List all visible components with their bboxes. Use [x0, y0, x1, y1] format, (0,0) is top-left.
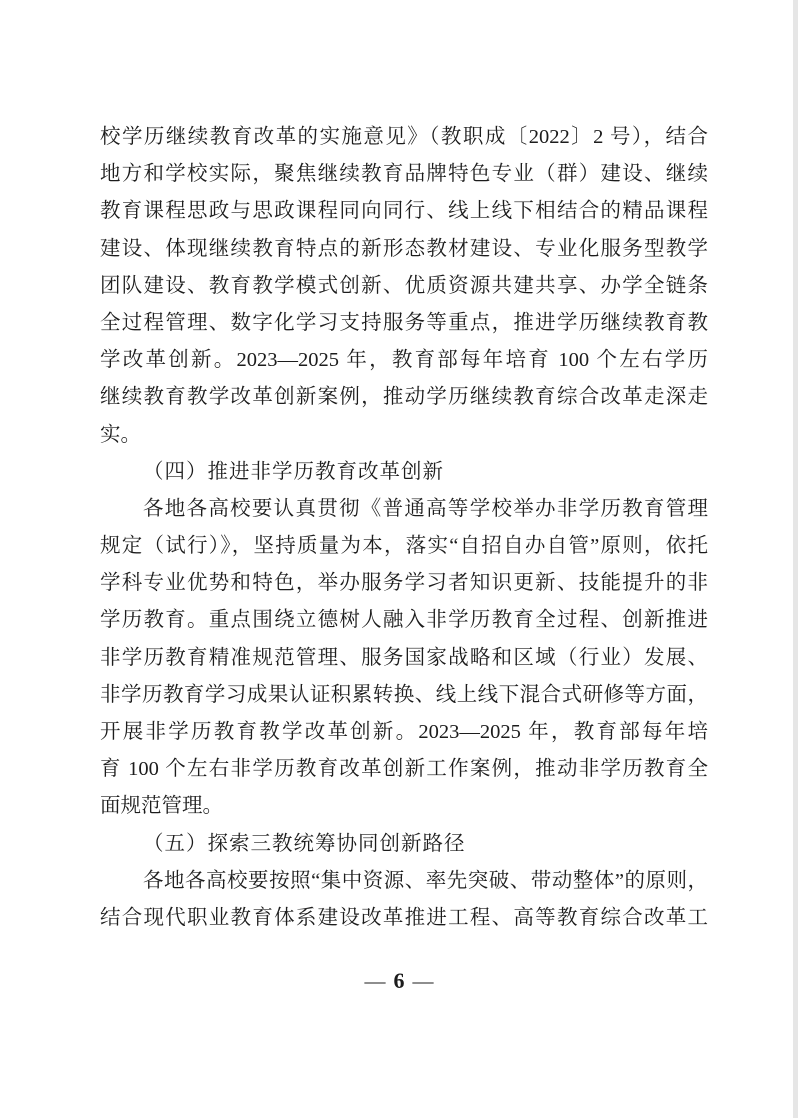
- page-edge-shadow: [793, 0, 798, 1118]
- text-line: 校学历继续教育改革的实施意见》（教职成〔2022〕2 号），结合: [100, 126, 708, 148]
- text-line: 教育课程思政与思政课程同向同行、线上线下相结合的精品课程: [100, 200, 708, 223]
- text-line: 学科专业优势和特色，举办服务学习者知识更新、技能提升的非: [100, 572, 708, 595]
- text-line: 全过程管理、数字化学习支持服务等重点，推进学历继续教育教: [100, 311, 708, 334]
- page-number: 6: [393, 968, 405, 993]
- text-line: 各地各高校要按照“集中资源、率先突破、带动整体”的原则，: [143, 869, 708, 892]
- document-body: [100, 119, 708, 937]
- text-line: 结合现代职业教育体系建设改革推进工程、高等教育综合改革工: [100, 906, 708, 929]
- text-line: 面规范管理。: [100, 795, 223, 818]
- text-line: 地方和学校实际，聚焦继续教育品牌特色专业（群）建设、继续: [100, 163, 708, 186]
- text-line: 建设、体现继续教育特点的新形态教材建设、专业化服务型教学: [100, 237, 708, 260]
- footer-dash-left: —: [364, 969, 386, 993]
- text-line: （四）推进非学历教育改革创新: [143, 460, 444, 483]
- text-line: 学改革创新。2023—2025 年，教育部每年培育 100 个左右学历: [100, 349, 708, 372]
- footer-dash-right: —: [412, 969, 434, 993]
- page-footer: [0, 966, 798, 996]
- text-line: 开展非学历教育教学改革创新。2023—2025 年，教育部每年培: [100, 721, 708, 743]
- text-line: 团队建设、教育教学模式创新、优质资源共建共享、办学全链条: [100, 274, 708, 297]
- text-line: 非学历教育精准规范管理、服务国家战略和区域（行业）发展、: [100, 646, 708, 669]
- text-line: 育 100 个左右非学历教育改革创新工作案例，推动非学历教育全: [100, 758, 708, 781]
- text-line: 学历教育。重点围绕立德树人融入非学历教育全过程、创新推进: [100, 609, 708, 632]
- text-line: 继续教育教学改革创新案例，推动学历继续教育综合改革走深走: [100, 386, 708, 409]
- text-line: 实。: [100, 423, 141, 446]
- text-line: 非学历教育学习成果认证积累转换、线上线下混合式研修等方面，: [100, 683, 708, 706]
- text-line: （五）探索三教统筹协同创新路径: [143, 832, 466, 855]
- text-line: 规定（试行）》，坚持质量为本，落实“自招自办自管”原则，依托: [100, 535, 708, 558]
- text-line: 各地各高校要认真贯彻《普通高等学校举办非学历教育管理: [143, 497, 708, 520]
